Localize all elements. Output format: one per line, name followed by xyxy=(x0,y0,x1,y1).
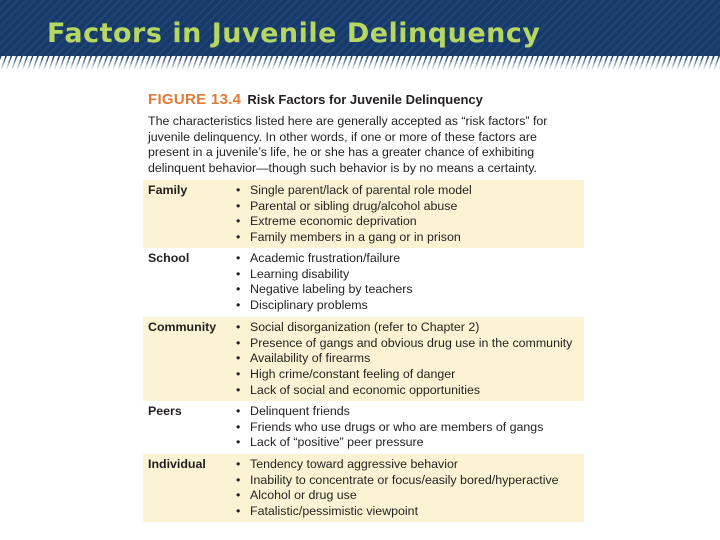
list-item: • Alcohol or drug use xyxy=(233,488,584,504)
risk-factor-table xyxy=(143,180,584,522)
slide-title: Factors in Juvenile Delinquency xyxy=(47,18,541,49)
list-item: • Lack of “positive” peer pressure xyxy=(233,435,584,451)
row-item-list xyxy=(233,180,584,246)
list-item: • Family members in a gang or in prison xyxy=(233,230,584,246)
banner-fringe xyxy=(0,56,720,70)
figure-title: Risk Factors for Juvenile Delinquency xyxy=(247,92,483,107)
list-item: • Parental or sibling drug/alcohol abuse xyxy=(233,199,584,215)
list-item: • Extreme economic deprivation xyxy=(233,214,584,230)
row-category: School xyxy=(148,251,190,265)
row-category: Community xyxy=(148,320,217,334)
list-item: • Fatalistic/pessimistic viewpoint xyxy=(233,504,584,520)
list-item: • High crime/constant feeling of danger xyxy=(233,367,584,383)
row-item-list xyxy=(233,317,584,399)
figure-description: The characteristics listed here are generally accepted as “risk factors” for juvenile delinquency. In other words, if one or more of these factors are present in a juvenile’s life, he or she has a greater chance of exhibiting delinquent behavior—though such behavior is by no means a certainty. xyxy=(148,114,548,176)
row-item-list xyxy=(233,248,584,314)
table-row-family xyxy=(143,180,584,248)
table-row-community xyxy=(143,317,584,401)
list-item: • Lack of social and economic opportunities xyxy=(233,383,584,399)
list-item: • Learning disability xyxy=(233,267,584,283)
list-item: • Academic frustration/failure xyxy=(233,251,584,267)
list-item: • Inability to concentrate or focus/easily bored/hyperactive xyxy=(233,473,584,489)
row-item-list xyxy=(233,401,584,451)
list-item: • Availability of firearms xyxy=(233,351,584,367)
list-item: • Friends who use drugs or who are members of gangs xyxy=(233,420,584,436)
row-item-list xyxy=(233,454,584,520)
risk-factors-figure xyxy=(143,88,584,522)
row-category: Individual xyxy=(148,457,206,471)
table-row-peers xyxy=(143,401,584,454)
list-item: • Delinquent friends xyxy=(233,404,584,420)
table-row-school xyxy=(143,248,584,317)
list-item: • Social disorganization (refer to Chapter 2) xyxy=(233,320,584,336)
row-category: Peers xyxy=(148,404,182,418)
list-item: • Single parent/lack of parental role model xyxy=(233,183,584,199)
title-banner xyxy=(0,0,720,56)
row-category: Family xyxy=(148,183,188,197)
list-item: • Disciplinary problems xyxy=(233,298,584,314)
figure-number: FIGURE 13.4 xyxy=(148,91,242,108)
figure-header xyxy=(143,88,584,112)
list-item: • Negative labeling by teachers xyxy=(233,282,584,298)
list-item: • Tendency toward aggressive behavior xyxy=(233,457,584,473)
list-item: • Presence of gangs and obvious drug use in the community xyxy=(233,336,584,352)
table-row-individual xyxy=(143,454,584,522)
